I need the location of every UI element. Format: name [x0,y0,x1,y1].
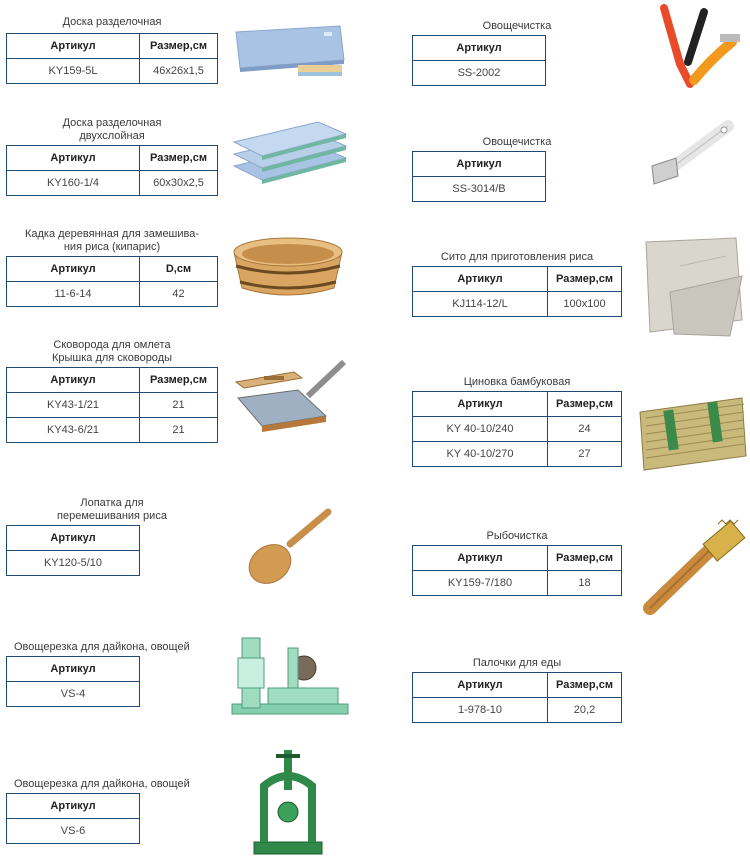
cell-article: KY43-6/21 [7,418,140,443]
cell-article: KY159-5L [7,59,140,84]
header-size: Размер,см [140,34,218,59]
cell-article: 1-978-10 [413,698,548,723]
product-title: Овощерезка для дайкона, овощей [14,641,190,653]
header-size: Размер,см [140,146,218,171]
product-peeler-1 [412,20,622,86]
cell-size: 100x100 [548,292,622,317]
daikon-slicer-dark-green-image [248,746,328,858]
cell-size: 60x30x2,5 [140,171,218,196]
daikon-slicer-green-image [228,628,352,724]
product-title: Сковорода для омлета Крышка для сковороды [51,339,173,364]
product-title: Лопатка для перемешивания риса [57,497,167,522]
product-title: Рыбочистка [486,530,548,542]
rice-paddle-image [240,508,340,588]
product-table [6,525,140,576]
omelette-pan-image [228,358,348,433]
header-article: Артикул [7,657,140,682]
header-size: Размер,см [548,267,622,292]
bamboo-mat-image [636,392,748,472]
cell-size: 27 [548,442,622,467]
header-article: Артикул [413,392,548,417]
cell-article: SS-3014/B [413,177,546,202]
product-wooden-tub [6,228,218,307]
product-title: Кадка деревянная для замешива- ния риса (кипарис) [24,228,200,253]
product-table [412,35,546,86]
header-size: Размер,см [548,673,622,698]
cell-size: 21 [140,418,218,443]
product-title: Циновка бамбуковая [463,376,571,388]
product-title: Доска разделочная двухслойная [62,117,162,142]
wooden-tub-image [228,232,348,302]
cell-size: 21 [140,393,218,418]
header-article: Артикул [7,526,140,551]
peeler-orange-image [650,4,746,90]
header-article: Артикул [413,673,548,698]
product-cutting-board [6,16,218,84]
cell-article: VS-6 [7,819,140,844]
product-daikon-slicer-2 [6,778,236,844]
cell-article: KY160-1/4 [7,171,140,196]
product-double-board [6,117,218,196]
header-article: Артикул [7,257,140,282]
cell-size: 18 [548,571,622,596]
cell-article: KY159-7/180 [413,571,548,596]
rice-sieve-cloth-image [640,236,746,340]
product-peeler-2 [412,136,622,202]
double-board-image [228,118,348,188]
cell-article: VS-4 [7,682,140,707]
product-table [412,391,622,467]
header-size: Размер,см [548,546,622,571]
product-title: Палочки для еды [472,657,562,669]
product-fish-scaler [412,530,622,596]
product-table [6,145,218,196]
header-article: Артикул [413,267,548,292]
product-rice-paddle [6,497,218,576]
header-article: Артикул [7,794,140,819]
header-size: Размер,см [140,368,218,393]
product-title: Сито для приготовления риса [440,251,594,263]
cell-article: KY 40-10/240 [413,417,548,442]
cell-article: KY 40-10/270 [413,442,548,467]
cell-article: 11-6-14 [7,282,140,307]
product-title: Овощерезка для дайкона, овощей [14,778,190,790]
cell-article: SS-2002 [413,61,546,86]
product-rice-sieve [412,251,622,317]
header-article: Артикул [7,34,140,59]
cell-article: KY120-5/10 [7,551,140,576]
product-omelette-pan [6,339,218,443]
product-table [6,367,218,443]
header-article: Артикул [7,368,140,393]
header-article: Артикул [413,36,546,61]
product-table [412,151,546,202]
cell-article: KJ114-12/L [413,292,548,317]
cell-size: 24 [548,417,622,442]
cutting-board-image [228,22,348,80]
cell-article: KY43-1/21 [7,393,140,418]
product-table [412,672,622,723]
cell-size: 46x26x1,5 [140,59,218,84]
product-daikon-slicer-1 [6,641,236,707]
header-article: Артикул [7,146,140,171]
header-diameter: D,см [140,257,218,282]
peeler-white-image [644,118,740,190]
cell-diameter: 42 [140,282,218,307]
product-bamboo-mat [412,376,622,467]
fish-scaler-image [636,516,748,620]
product-title: Овощечистка [482,136,552,148]
product-table [6,256,218,307]
product-table [6,793,140,844]
header-article: Артикул [413,546,548,571]
cell-size: 20,2 [548,698,622,723]
header-article: Артикул [413,152,546,177]
product-table [412,266,622,317]
product-table [6,33,218,84]
product-table [412,545,622,596]
product-table [6,656,140,707]
product-chopsticks [412,657,622,723]
product-title: Овощечистка [482,20,552,32]
product-title: Доска разделочная [62,16,162,28]
header-size: Размер,см [548,392,622,417]
